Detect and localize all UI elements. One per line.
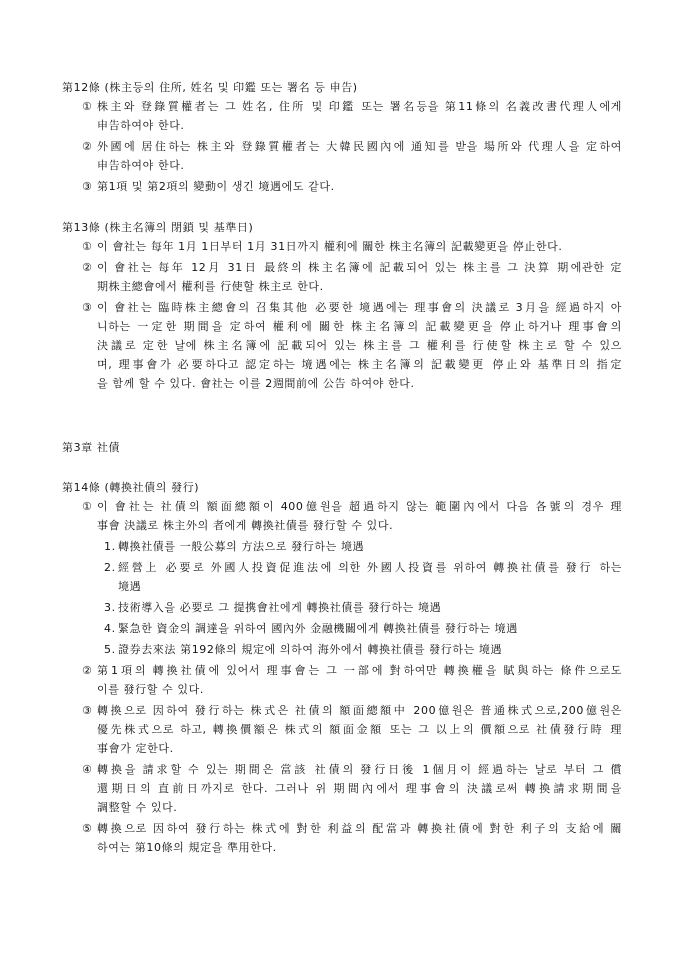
clause-text-line: 이 會社는 社債의 額面總額이 400億원을 超過하지 않는 範圍內에서 다음 各號의 경우 理 — [97, 500, 622, 513]
article-13-clause-1 — [62, 237, 622, 256]
clause-text-line: 事會 決議로 株主外의 者에게 轉換社債를 發行할 수 있다. — [97, 519, 394, 532]
clause-text-line: 이 會社는 臨時株主總會의 召集其他 必要한 境遇에는 理事會의 決議로 3月을 經過하지 아 — [97, 301, 622, 314]
clause-marker: ① — [82, 240, 93, 253]
clause-text-line: 이를 發行할 수 있다. — [97, 683, 204, 696]
clause-text-line: 外國에 居住하는 株主와 登錄質權者는 大韓民國內에 通知를 받을 場所와 代理人을 定하여 — [97, 140, 622, 153]
clause-text-line: 調整할 수 있다. — [97, 801, 178, 814]
article-12-heading: 第12條 (株主등의 住所, 姓名 및 印鑑 또는 署名 등 申告) — [62, 81, 358, 94]
clause-text-line: 株主와 登錄質權者는 그 姓名, 住所 및 印鑑 또는 署名등을 第11條의 名義改書代理人에게 — [97, 100, 622, 113]
subitem-text-line: 境遇 — [118, 580, 142, 593]
article-12 — [62, 78, 622, 196]
article-12-clause-2 — [62, 137, 622, 175]
clause-text-line: 申告하여야 한다. — [97, 159, 185, 172]
article-14-clause-4 — [62, 760, 622, 817]
clause-marker: ③ — [82, 301, 93, 314]
article-14-subitem-4 — [62, 619, 622, 638]
article-13-clause-3 — [62, 298, 622, 393]
clause-marker: ④ — [82, 763, 93, 776]
article-14-clause-3 — [62, 701, 622, 758]
article-14-subitem-5 — [62, 640, 622, 659]
clause-marker: ③ — [82, 704, 93, 717]
article-14-heading: 第14條 (轉換社債의 發行) — [62, 481, 200, 494]
article-12-clause-1 — [62, 97, 622, 135]
clause-text-line: 還期日의 直前日까지로 한다. 그러나 위 期間內에서 理事會의 決議로써 轉換請求期間을 — [97, 782, 622, 795]
subitem-text-line: 證券去來法 第192條의 規定에 의하여 海外에서 轉換社債를 發行하는 境遇 — [118, 643, 503, 656]
article-14-subitem-1 — [62, 537, 622, 556]
article-12-clause-3 — [62, 177, 622, 196]
article-14-subitem-3 — [62, 598, 622, 617]
subitem-marker: 5. — [104, 643, 116, 656]
clause-marker: ⑤ — [82, 822, 93, 835]
clause-marker: ② — [82, 261, 93, 274]
subitem-marker: 3. — [104, 601, 116, 614]
article-14-clause-5 — [62, 819, 622, 857]
article-13-clause-2 — [62, 258, 622, 296]
document-body — [62, 78, 622, 857]
clause-text-line: 니하는 一定한 期間을 定하여 權利에 關한 株主名簿의 記載變更을 停止하거나 理事會의 — [97, 320, 622, 333]
subitem-text-line: 經營上 必要로 外國人投資促進法에 의한 外國人投資를 위하여 轉換社債를 發行 하는 — [118, 561, 622, 574]
clause-text-line: 優先株式으로 하고, 轉換價額은 株式의 額面金額 또는 그 以上의 價額으로 社債發行時 理 — [97, 723, 622, 736]
article-14 — [62, 478, 622, 857]
subitem-marker: 2. — [104, 561, 116, 574]
clause-marker: ① — [82, 500, 93, 513]
clause-text-line: 事會가 定한다. — [97, 742, 174, 755]
clause-text-line: 며, 理事會가 必要하다고 認定하는 境遇에는 株主名簿의 記載變更 停止와 基準日의 指定 — [97, 358, 622, 371]
clause-text-line: 이 會社는 每年 1月 1日부터 1月 31日까지 權利에 關한 株主名簿의 記載變更을 停止한다. — [97, 240, 563, 253]
subitem-text-line: 技術導入을 必要로 그 提携會社에게 轉換社債를 發行하는 境遇 — [118, 601, 442, 614]
clause-text-line: 을 함께 할 수 있다. 會社는 이를 2週間前에 公告 하여야 한다. — [97, 377, 415, 390]
clause-text-line: 申告하여야 한다. — [97, 119, 185, 132]
clause-marker: ③ — [82, 180, 93, 193]
clause-text-line: 決議로 定한 날에 株主名簿에 記載되어 있는 株主를 그 權利를 行使할 株主로 할 수 있으 — [97, 339, 622, 352]
clause-text-line: 第1項 및 第2項의 變動이 생긴 境遇에도 같다. — [97, 180, 335, 193]
clause-text-line: 하여는 第10條의 規定을 準用한다. — [97, 841, 277, 854]
subitem-text-line: 轉換社債를 一般公募의 方法으로 發行하는 境遇 — [118, 540, 365, 553]
clause-marker: ① — [82, 100, 93, 113]
article-13-heading: 第13條 (株主名簿의 閉鎖 및 基準日) — [62, 221, 254, 234]
article-13 — [62, 218, 622, 393]
article-14-subitem-2 — [62, 558, 622, 596]
article-14-clause-2 — [62, 661, 622, 699]
subitem-marker: 4. — [104, 622, 116, 635]
chapter-3-title: 第3章 社債 — [62, 441, 121, 454]
clause-text-line: 期株主總會에서 權利를 行使할 株主로 한다. — [97, 280, 324, 293]
subitem-text-line: 緊急한 資金의 調達을 위하여 國內外 金融機關에게 轉換社債를 發行하는 境遇 — [118, 622, 518, 635]
clause-text-line: 이 會社는 每年 12月 31日 最終의 株主名簿에 記載되어 있는 株主를 그 決算 期에관한 定 — [97, 261, 622, 274]
clause-marker: ② — [82, 664, 93, 677]
article-14-clause-1 — [62, 497, 622, 535]
clause-marker: ② — [82, 140, 93, 153]
clause-text-line: 轉換으로 因하여 發行하는 株式에 對한 利益의 配當과 轉換社債에 對한 利子의 支給에 關 — [97, 822, 622, 835]
subitem-marker: 1. — [104, 540, 116, 553]
clause-text-line: 轉換을 請求할 수 있는 期間은 當該 社債의 發行日後 1個月이 經過하는 날로 부터 그 償 — [97, 763, 622, 776]
clause-text-line: 第1項의 轉換社債에 있어서 理事會는 그 一部에 對하여만 轉換權을 賦與하는 條件으로도 — [97, 664, 622, 677]
clause-text-line: 轉換으로 因하여 發行하는 株式은 社債의 額面總額中 200億원은 普通株式으로,200億원은 — [97, 704, 622, 717]
